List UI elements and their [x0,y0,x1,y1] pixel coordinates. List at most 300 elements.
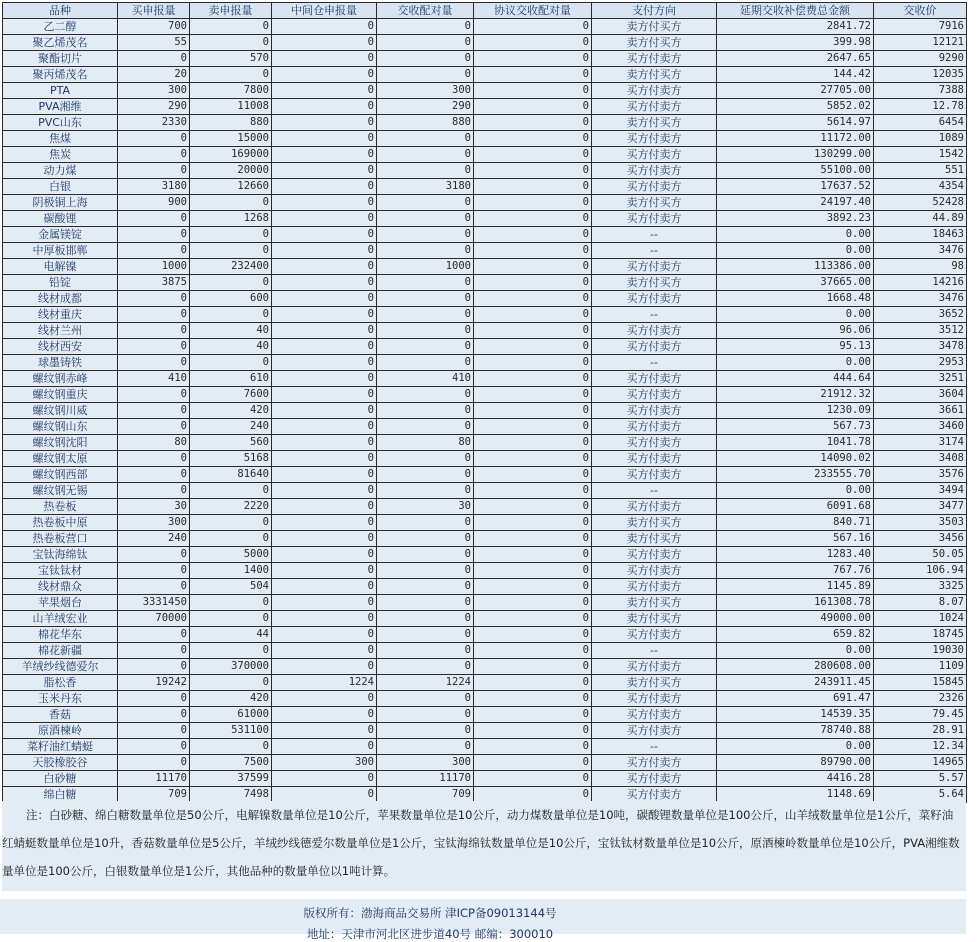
cell-payment-direction: 买方付卖方 [592,787,717,803]
cell-variety: 螺纹钢西部 [3,467,118,483]
cell-sell-declared: 44 [190,627,272,643]
cell-buy-declared: 0 [118,227,190,243]
cell-variety: 热卷板 [3,499,118,515]
cell-buy-declared: 0 [118,547,190,563]
cell-payment-direction: 买方付卖方 [592,387,717,403]
cell-agreement-matched: 0 [474,579,592,595]
cell-compensation-total: 89790.00 [717,755,874,771]
cell-settlement-price: 551 [874,163,967,179]
cell-settlement-price: 14965 [874,755,967,771]
cell-settlement-price: 12.78 [874,99,967,115]
cell-agreement-matched: 0 [474,659,592,675]
cell-buy-declared: 0 [118,307,190,323]
cell-agreement-matched: 0 [474,19,592,35]
cell-payment-direction: -- [592,739,717,755]
cell-compensation-total: 14090.02 [717,451,874,467]
cell-settlement-price: 6454 [874,115,967,131]
cell-compensation-total: 21912.32 [717,387,874,403]
cell-matched: 0 [377,419,474,435]
cell-payment-direction: 买方付卖方 [592,723,717,739]
cell-agreement-matched: 0 [474,675,592,691]
cell-buy-declared: 0 [118,403,190,419]
cell-agreement-matched: 0 [474,515,592,531]
cell-sell-declared: 504 [190,579,272,595]
cell-middle-declared: 0 [272,115,377,131]
cell-payment-direction: 买方付卖方 [592,467,717,483]
cell-settlement-price: 3251 [874,371,967,387]
cell-middle-declared: 0 [272,35,377,51]
cell-settlement-price: 1542 [874,147,967,163]
cell-agreement-matched: 0 [474,195,592,211]
cell-compensation-total: 14539.35 [717,707,874,723]
cell-payment-direction: 卖方付买方 [592,195,717,211]
cell-settlement-price: 8.07 [874,595,967,611]
cell-middle-declared: 0 [272,131,377,147]
cell-buy-declared: 700 [118,19,190,35]
cell-compensation-total: 4416.28 [717,771,874,787]
cell-sell-declared: 2220 [190,499,272,515]
cell-variety: 脂松香 [3,675,118,691]
cell-sell-declared: 0 [190,355,272,371]
cell-sell-declared: 420 [190,691,272,707]
cell-compensation-total: 399.98 [717,35,874,51]
table-row [3,771,967,787]
cell-settlement-price: 106.94 [874,563,967,579]
cell-variety: 螺纹钢川威 [3,403,118,419]
cell-middle-declared: 0 [272,19,377,35]
cell-buy-declared: 0 [118,723,190,739]
cell-settlement-price: 28.91 [874,723,967,739]
cell-matched: 0 [377,131,474,147]
cell-payment-direction: 买方付卖方 [592,419,717,435]
cell-variety: 山羊绒宏业 [3,611,118,627]
cell-settlement-price: 12121 [874,35,967,51]
cell-buy-declared: 240 [118,531,190,547]
cell-sell-declared: 7500 [190,755,272,771]
table-row [3,371,967,387]
cell-matched: 0 [377,19,474,35]
cell-variety: 线材重庆 [3,307,118,323]
cell-middle-declared: 0 [272,291,377,307]
table-row [3,35,967,51]
cell-compensation-total: 11172.00 [717,131,874,147]
cell-payment-direction: 买方付卖方 [592,147,717,163]
cell-matched: 0 [377,51,474,67]
cell-sell-declared: 600 [190,291,272,307]
cell-buy-declared: 0 [118,291,190,307]
cell-settlement-price: 4354 [874,179,967,195]
cell-compensation-total: 0.00 [717,355,874,371]
cell-buy-declared: 2330 [118,115,190,131]
table-row [3,115,967,131]
cell-middle-declared: 0 [272,67,377,83]
header-variety: 品种 [3,3,118,19]
cell-payment-direction: -- [592,307,717,323]
cell-middle-declared: 0 [272,499,377,515]
cell-compensation-total: 233555.70 [717,467,874,483]
cell-settlement-price: 14216 [874,275,967,291]
footer-address: 地址：天津市河北区进步道40号 邮编：300010 [306,927,554,941]
cell-buy-declared: 0 [118,755,190,771]
cell-matched: 0 [377,547,474,563]
cell-compensation-total: 0.00 [717,643,874,659]
cell-matched: 11170 [377,771,474,787]
cell-buy-declared: 0 [118,643,190,659]
cell-payment-direction: 买方付卖方 [592,659,717,675]
cell-middle-declared: 0 [272,195,377,211]
cell-buy-declared: 0 [118,131,190,147]
table-row [3,451,967,467]
cell-middle-declared: 0 [272,451,377,467]
cell-sell-declared: 0 [190,35,272,51]
table-row [3,531,967,547]
header-middle-declared: 中间仓申报量 [272,3,377,19]
cell-payment-direction: 买方付卖方 [592,627,717,643]
cell-middle-declared: 0 [272,163,377,179]
cell-compensation-total: 2647.65 [717,51,874,67]
cell-middle-declared: 0 [272,339,377,355]
cell-compensation-total: 0.00 [717,227,874,243]
cell-settlement-price: 3576 [874,467,967,483]
cell-variety: 螺纹钢沈阳 [3,435,118,451]
cell-sell-declared: 0 [190,19,272,35]
cell-buy-declared: 0 [118,467,190,483]
cell-middle-declared: 300 [272,755,377,771]
header-matched: 交收配对量 [377,3,474,19]
cell-agreement-matched: 0 [474,243,592,259]
cell-settlement-price: 2326 [874,691,967,707]
cell-matched: 0 [377,627,474,643]
cell-compensation-total: 1230.09 [717,403,874,419]
cell-middle-declared: 0 [272,467,377,483]
table-row [3,339,967,355]
cell-compensation-total: 280608.00 [717,659,874,675]
cell-middle-declared: 0 [272,547,377,563]
cell-compensation-total: 840.71 [717,515,874,531]
cell-agreement-matched: 0 [474,643,592,659]
cell-matched: 0 [377,291,474,307]
cell-agreement-matched: 0 [474,67,592,83]
cell-settlement-price: 5.57 [874,771,967,787]
cell-sell-declared: 5000 [190,547,272,563]
cell-variety: 白银 [3,179,118,195]
cell-agreement-matched: 0 [474,563,592,579]
table-row [3,211,967,227]
cell-compensation-total: 691.47 [717,691,874,707]
cell-compensation-total: 95.13 [717,339,874,355]
cell-settlement-price: 1024 [874,611,967,627]
cell-matched: 0 [377,35,474,51]
cell-variety: 焦炭 [3,147,118,163]
cell-sell-declared: 0 [190,675,272,691]
cell-variety: 玉米丹东 [3,691,118,707]
cell-variety: 天胶橡胶谷 [3,755,118,771]
cell-settlement-price: 19030 [874,643,967,659]
cell-buy-declared: 0 [118,323,190,339]
cell-compensation-total: 659.82 [717,627,874,643]
cell-matched: 0 [377,515,474,531]
cell-settlement-price: 3325 [874,579,967,595]
table-row [3,195,967,211]
table-row [3,291,967,307]
table-header-row [3,3,967,19]
cell-compensation-total: 130299.00 [717,147,874,163]
table-row [3,435,967,451]
cell-buy-declared: 0 [118,147,190,163]
cell-agreement-matched: 0 [474,483,592,499]
cell-middle-declared: 0 [272,483,377,499]
cell-buy-declared: 3331450 [118,595,190,611]
cell-payment-direction: -- [592,643,717,659]
cell-variety: 苹果烟台 [3,595,118,611]
cell-agreement-matched: 0 [474,387,592,403]
cell-variety: 白砂糖 [3,771,118,787]
cell-buy-declared: 900 [118,195,190,211]
cell-agreement-matched: 0 [474,51,592,67]
cell-sell-declared: 169000 [190,147,272,163]
cell-compensation-total: 0.00 [717,483,874,499]
cell-matched: 0 [377,387,474,403]
cell-agreement-matched: 0 [474,611,592,627]
cell-settlement-price: 3494 [874,483,967,499]
cell-compensation-total: 1145.89 [717,579,874,595]
header-compensation-total: 延期交收补偿费总金额 [717,3,874,19]
cell-middle-declared: 0 [272,371,377,387]
cell-sell-declared: 0 [190,195,272,211]
cell-sell-declared: 0 [190,67,272,83]
cell-compensation-total: 96.06 [717,323,874,339]
table-row [3,659,967,675]
table-row [3,467,967,483]
cell-settlement-price: 3503 [874,515,967,531]
cell-settlement-price: 18463 [874,227,967,243]
settlement-table [2,2,967,803]
cell-middle-declared: 0 [272,83,377,99]
cell-agreement-matched: 0 [474,531,592,547]
cell-middle-declared: 0 [272,787,377,803]
cell-buy-declared: 300 [118,515,190,531]
cell-compensation-total: 161308.78 [717,595,874,611]
cell-variety: 热卷板中原 [3,515,118,531]
cell-variety: PVA湘维 [3,99,118,115]
cell-compensation-total: 1668.48 [717,291,874,307]
cell-agreement-matched: 0 [474,403,592,419]
table-row [3,739,967,755]
footer-copyright: 版权所有：渤海商品交易所 津ICP备09013144号 [303,906,557,920]
cell-payment-direction: -- [592,227,717,243]
table-row [3,307,967,323]
cell-matched: 709 [377,787,474,803]
header-buy-declared: 买申报量 [118,3,190,19]
cell-agreement-matched: 0 [474,147,592,163]
table-row [3,323,967,339]
cell-buy-declared: 0 [118,707,190,723]
cell-sell-declared: 7800 [190,83,272,99]
cell-settlement-price: 7388 [874,83,967,99]
cell-variety: 宝钛海绵钛 [3,547,118,563]
cell-sell-declared: 15000 [190,131,272,147]
cell-payment-direction: 买方付卖方 [592,51,717,67]
cell-agreement-matched: 0 [474,547,592,563]
cell-payment-direction: 买方付卖方 [592,371,717,387]
cell-payment-direction: 卖方付买方 [592,275,717,291]
cell-sell-declared: 61000 [190,707,272,723]
cell-payment-direction: 买方付卖方 [592,163,717,179]
cell-settlement-price: 9290 [874,51,967,67]
cell-buy-declared: 0 [118,387,190,403]
cell-matched: 0 [377,467,474,483]
table-row [3,131,967,147]
cell-variety: 香菇 [3,707,118,723]
cell-matched: 290 [377,99,474,115]
cell-buy-declared: 0 [118,579,190,595]
cell-matched: 0 [377,195,474,211]
cell-matched: 0 [377,275,474,291]
table-row [3,147,967,163]
cell-compensation-total: 567.73 [717,419,874,435]
table-row [3,275,967,291]
cell-sell-declared: 12660 [190,179,272,195]
cell-matched: 0 [377,739,474,755]
table-row [3,643,967,659]
cell-sell-declared: 1268 [190,211,272,227]
cell-middle-declared: 0 [272,595,377,611]
cell-buy-declared: 0 [118,355,190,371]
cell-settlement-price: 3476 [874,243,967,259]
cell-matched: 410 [377,371,474,387]
cell-matched: 0 [377,323,474,339]
cell-variety: 球墨铸铁 [3,355,118,371]
cell-compensation-total: 444.64 [717,371,874,387]
cell-agreement-matched: 0 [474,467,592,483]
cell-settlement-price: 18745 [874,627,967,643]
cell-buy-declared: 410 [118,371,190,387]
cell-middle-declared: 0 [272,51,377,67]
cell-settlement-price: 3456 [874,531,967,547]
cell-variety: 线材鼎众 [3,579,118,595]
cell-payment-direction: 买方付卖方 [592,339,717,355]
table-row [3,387,967,403]
cell-agreement-matched: 0 [474,291,592,307]
cell-payment-direction: -- [592,483,717,499]
cell-payment-direction: 卖方付买方 [592,19,717,35]
cell-sell-declared: 0 [190,595,272,611]
cell-agreement-matched: 0 [474,115,592,131]
cell-matched: 0 [377,67,474,83]
cell-agreement-matched: 0 [474,307,592,323]
cell-settlement-price: 12.34 [874,739,967,755]
table-row [3,163,967,179]
cell-matched: 0 [377,451,474,467]
cell-middle-declared: 0 [272,99,377,115]
cell-agreement-matched: 0 [474,131,592,147]
cell-settlement-price: 3661 [874,403,967,419]
cell-matched: 0 [377,659,474,675]
cell-agreement-matched: 0 [474,339,592,355]
table-row [3,243,967,259]
cell-settlement-price: 12035 [874,67,967,83]
table-row [3,579,967,595]
cell-compensation-total: 243911.45 [717,675,874,691]
cell-agreement-matched: 0 [474,419,592,435]
cell-agreement-matched: 0 [474,99,592,115]
table-row [3,259,967,275]
cell-variety: 螺纹钢赤峰 [3,371,118,387]
cell-payment-direction: 买方付卖方 [592,755,717,771]
cell-compensation-total: 113386.00 [717,259,874,275]
cell-buy-declared: 300 [118,83,190,99]
table-row [3,483,967,499]
cell-sell-declared: 7498 [190,787,272,803]
cell-matched: 0 [377,147,474,163]
cell-agreement-matched: 0 [474,707,592,723]
cell-middle-declared: 0 [272,419,377,435]
cell-payment-direction: 买方付卖方 [592,403,717,419]
cell-buy-declared: 0 [118,627,190,643]
cell-sell-declared: 7600 [190,387,272,403]
cell-settlement-price: 44.89 [874,211,967,227]
cell-variety: 中厚板邯郸 [3,243,118,259]
cell-sell-declared: 0 [190,739,272,755]
cell-variety: 棉花新疆 [3,643,118,659]
cell-variety: 螺纹钢太原 [3,451,118,467]
cell-buy-declared: 70000 [118,611,190,627]
cell-sell-declared: 40 [190,339,272,355]
cell-sell-declared: 0 [190,307,272,323]
cell-matched: 0 [377,307,474,323]
cell-compensation-total: 55100.00 [717,163,874,179]
header-agreement-matched: 协议交收配对量 [474,3,592,19]
cell-variety: 线材成都 [3,291,118,307]
table-row [3,419,967,435]
table-row [3,547,967,563]
cell-matched: 0 [377,483,474,499]
cell-middle-declared: 0 [272,579,377,595]
cell-sell-declared: 570 [190,51,272,67]
cell-variety: 原酒楝岭 [3,723,118,739]
cell-matched: 0 [377,723,474,739]
cell-sell-declared: 20000 [190,163,272,179]
cell-buy-declared: 0 [118,211,190,227]
cell-buy-declared: 0 [118,163,190,179]
cell-payment-direction: 卖方付买方 [592,595,717,611]
cell-variety: 聚丙烯茂名 [3,67,118,83]
cell-variety: 阴极铜上海 [3,195,118,211]
cell-middle-declared: 0 [272,739,377,755]
cell-settlement-price: 3512 [874,323,967,339]
cell-middle-declared: 1224 [272,675,377,691]
cell-matched: 0 [377,211,474,227]
table-row [3,611,967,627]
cell-variety: 宝钛钛材 [3,563,118,579]
cell-buy-declared: 0 [118,419,190,435]
cell-variety: 羊绒纱线德爱尔 [3,659,118,675]
table-row [3,515,967,531]
cell-matched: 0 [377,227,474,243]
cell-agreement-matched: 0 [474,723,592,739]
cell-variety: 螺纹钢山东 [3,419,118,435]
cell-sell-declared: 81640 [190,467,272,483]
cell-agreement-matched: 0 [474,691,592,707]
cell-buy-declared: 0 [118,691,190,707]
cell-matched: 80 [377,435,474,451]
cell-buy-declared: 290 [118,99,190,115]
cell-variety: 热卷板营口 [3,531,118,547]
cell-compensation-total: 78740.88 [717,723,874,739]
cell-settlement-price: 3478 [874,339,967,355]
cell-variety: 菜籽油红蜻蜓 [3,739,118,755]
cell-payment-direction: 买方付卖方 [592,707,717,723]
